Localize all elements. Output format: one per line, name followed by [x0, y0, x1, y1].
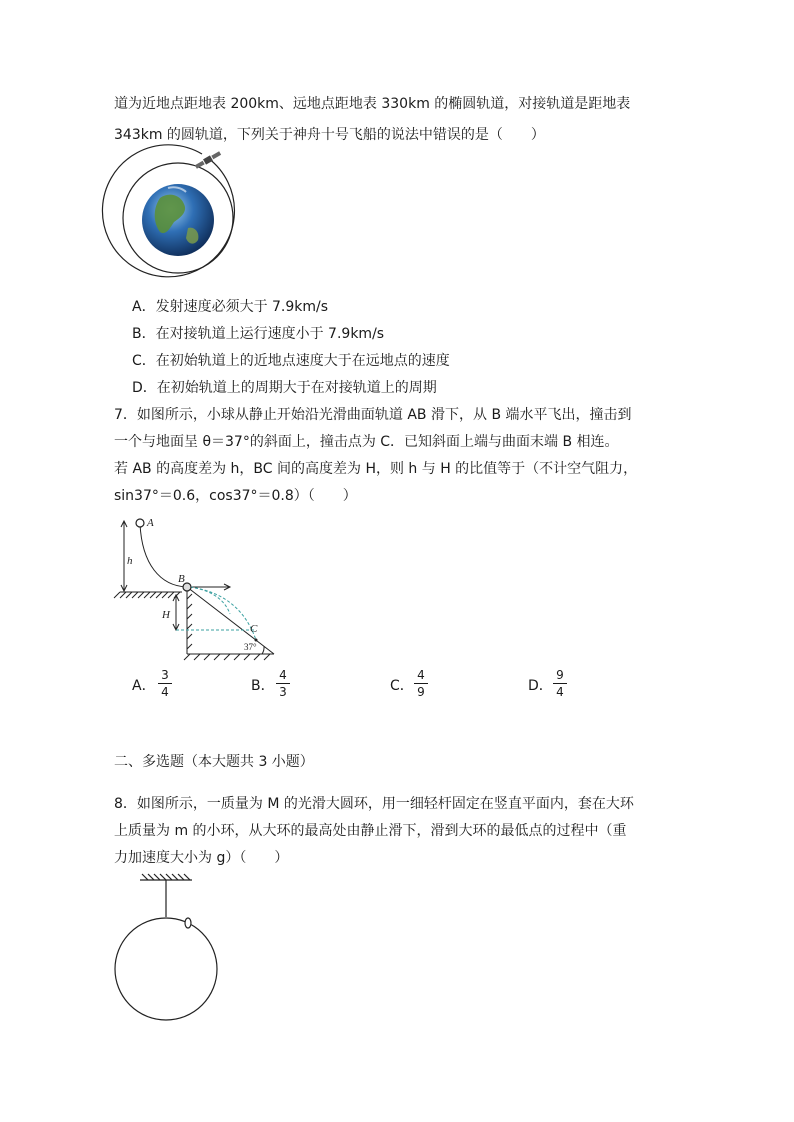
orbit-figure	[108, 148, 248, 288]
earth	[142, 184, 214, 256]
label-h: h	[127, 555, 133, 567]
label-big-h: H	[162, 609, 170, 621]
q8-stem-line2: 上质量为 m 的小环，从大环的最高处由静止滑下，滑到大环的最低点的过程中（重	[114, 823, 627, 839]
q7-option-a-letter: A．	[132, 678, 156, 694]
q8-stem-line3: 力加速度大小为 g）（ ）	[114, 850, 289, 866]
q6-option-b: B．在对接轨道上运行速度小于 7.9km/s	[132, 326, 385, 342]
q8-figure	[110, 872, 230, 1022]
label-c: C	[250, 623, 258, 635]
q7-stem-line1: 7．如图所示，小球从静止开始沿光滑曲面轨道 AB 滑下，从 B 端水平飞出，撞击到	[114, 407, 632, 423]
large-ring	[115, 918, 217, 1020]
q7-option-d-fraction: 9 4	[553, 668, 567, 699]
section-heading-multiple-choice: 二、多选题（本大题共 3 小题）	[114, 754, 314, 770]
q6-stem-line1: 道为近地点距地表 200km、远地点距地表 330km 的椭圆轨道，对接轨道是距地表	[114, 96, 631, 112]
q8-stem-line1: 8．如图所示，一质量为 M 的光滑大圆环，用一细轻杆固定在竖直平面内，套在大环	[114, 796, 634, 812]
q7-option-a-fraction: 3 4	[158, 668, 172, 699]
q7-option-d-letter: D．	[528, 678, 553, 694]
q7-option-b-letter: B．	[251, 678, 275, 694]
q6-option-d: D．在初始轨道上的周期大于在对接轨道上的周期	[132, 380, 437, 396]
q7-figure	[112, 514, 282, 659]
q7-stem-line4: sin37°＝0.6，cos37°＝0.8）（ ）	[114, 488, 357, 504]
q6-option-a: A．发射速度必须大于 7.9km/s	[132, 299, 329, 315]
q6-stem-line2: 343km 的圆轨道，下列关于神舟十号飞船的说法中错误的是（ ）	[114, 127, 545, 143]
q7-option-c-fraction: 4 9	[414, 668, 428, 699]
q7-option-b-fraction: 4 3	[276, 668, 290, 699]
small-ring	[185, 918, 191, 928]
q7-option-c-letter: C．	[390, 678, 414, 694]
q7-stem-line2: 一个与地面呈 θ＝37°的斜面上，撞击点为 C．已知斜面上端与曲面末端 B 相连。	[114, 434, 619, 450]
q6-option-c: C．在初始轨道上的近地点速度大于在远地点的速度	[132, 353, 450, 369]
label-a: A	[147, 517, 154, 529]
q7-stem-line3: 若 AB 的高度差为 h，BC 间的高度差为 H，则 h 与 H 的比值等于（不计空气阻力，	[114, 461, 638, 477]
label-b: B	[178, 573, 185, 585]
label-angle: 37°	[244, 642, 257, 652]
